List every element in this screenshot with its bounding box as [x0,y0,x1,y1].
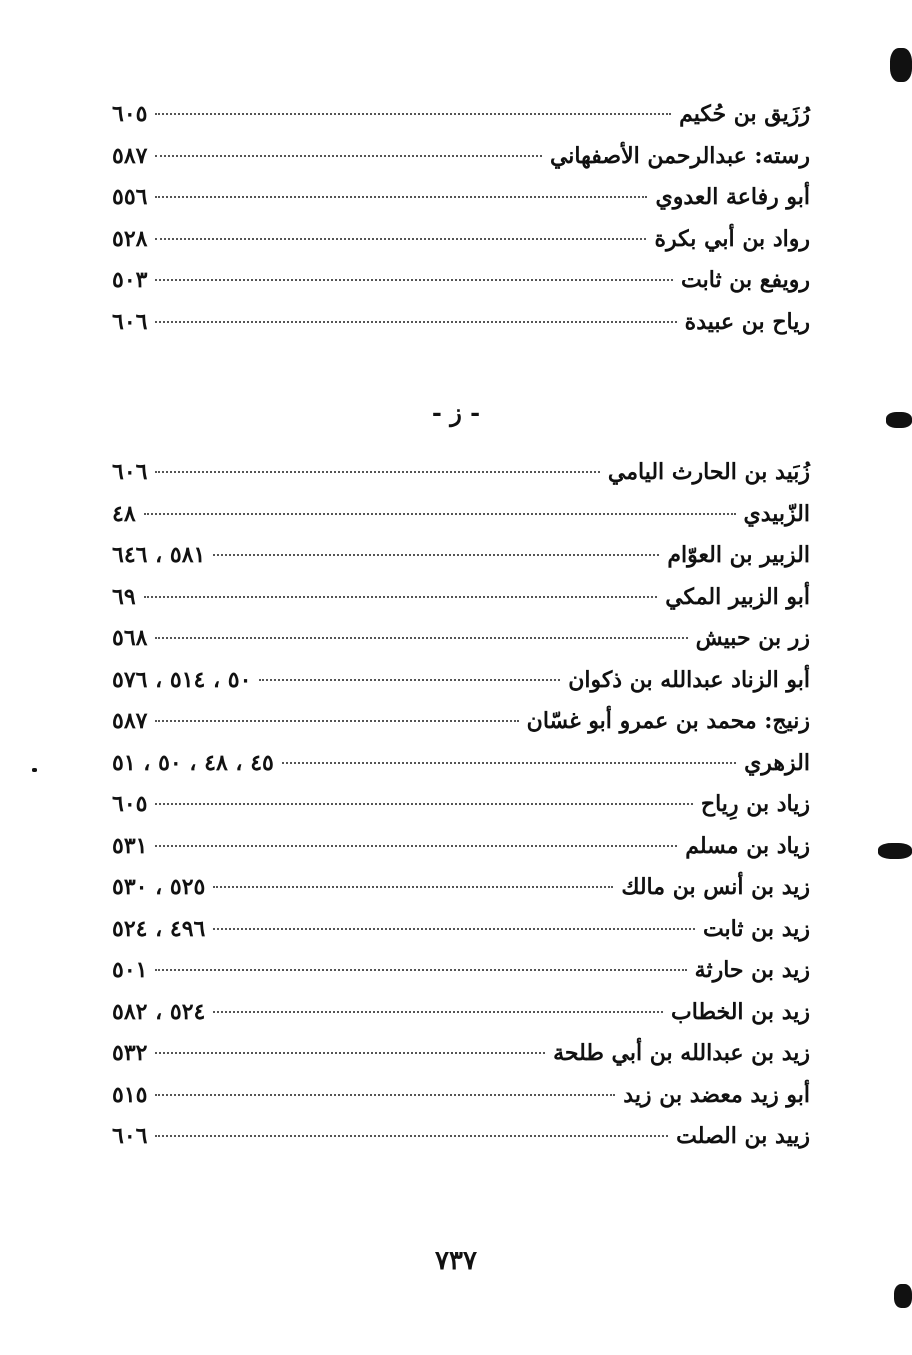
index-entry [112,743,810,785]
scan-speck [32,768,37,772]
dot-leader [155,113,671,115]
index-entry [112,950,810,992]
entry-name: أبو زيد معضد بن زيد [623,1081,810,1108]
index-entry [112,494,810,536]
index-entry [112,701,810,743]
entry-name: رسته: عبدالرحمن الأصفهاني [549,142,810,169]
entry-name: زُبَيد بن الحارث اليامي [607,459,810,485]
dot-leader [155,1052,545,1054]
dot-leader [155,1135,668,1137]
index-entry [112,909,810,951]
index-entry [112,136,810,178]
section-heading: - ز - [431,398,481,427]
index-entry [112,177,810,219]
index-entry [112,992,810,1034]
entry-pages: ٦٠٥ [112,791,148,817]
entry-pages: ٥٥٦ [112,184,148,210]
index-entry [112,1075,810,1117]
index-entry [112,660,810,702]
entry-pages: ٦٠٦ [112,459,148,485]
index-group-zay [112,452,810,1158]
index-entry [112,302,810,344]
dot-leader [155,637,687,639]
entry-name: أبو الزناد عبدالله بن ذكوان [568,666,810,693]
entry-name: زيد بن حارثة [694,957,810,983]
index-entry [112,867,810,909]
dot-leader [155,155,542,157]
entry-name: زياد بن مسلم [685,832,810,859]
entry-name: زياد بن رِياح [700,791,810,817]
dot-leader [259,679,560,681]
index-entry [112,1116,810,1158]
dot-leader [155,1094,615,1096]
entry-name: أبو رفاعة العدوي [655,184,810,210]
scan-edge-mark [894,1284,912,1308]
entry-pages: ٥٠٣ [112,267,148,293]
entry-name: زر بن حبيش [695,625,810,651]
entry-pages: ٦٠٦ [112,308,148,335]
entry-pages: ٥٠١ [112,957,148,983]
entry-name: أبو الزبير المكي [665,583,810,610]
dot-leader [155,279,673,281]
dot-leader [213,554,659,556]
entry-pages: ٥٢٥ ، ٥٣٠ [112,874,206,900]
index-entry [112,1033,810,1075]
index-entry [112,784,810,826]
entry-name: زيد بن ثابت [702,915,810,942]
entry-pages: ٥٣١ [112,832,148,859]
dot-leader [155,803,692,805]
entry-pages: ٥٨٧ [112,142,148,169]
entry-name: الزهري [744,749,810,776]
dot-leader [213,886,613,888]
entry-pages: ٥٦٨ [112,625,148,651]
dot-leader [155,720,518,722]
entry-name: رياح بن عبيدة [684,308,810,335]
entry-pages: ٥٠ ، ٥١٤ ، ٥٧٦ [112,666,252,693]
entry-pages: ٦٠٥ [112,101,148,127]
dot-leader [155,969,686,971]
dot-leader [155,238,646,240]
entry-name: رواد بن أبي بكرة [654,225,810,252]
entry-pages: ٤٩٦ ، ٥٢٤ [112,915,206,942]
index-entry [112,219,810,261]
dot-leader [155,845,677,847]
entry-pages: ٥٨٧ [112,708,148,734]
dot-leader [155,321,676,323]
dot-leader [155,471,599,473]
index-entry [112,618,810,660]
entry-pages: ٥٢٨ [112,225,148,252]
index-entry [112,94,810,136]
scan-edge-mark [878,843,912,859]
entry-pages: ٥٣٢ [112,1040,148,1066]
entry-name: رُزَيق بن حُكيم [679,101,810,127]
dot-leader [144,513,736,515]
scan-edge-mark [886,412,912,428]
index-group-ra [112,94,810,343]
dot-leader [213,1011,663,1013]
entry-name: زيد بن أنس بن مالك [621,874,810,900]
entry-name: زيد بن عبدالله بن أبي طلحة [553,1040,810,1066]
entry-pages: ٥٢٤ ، ٥٨٢ [112,998,206,1025]
page-number: ٧٣٧ [435,1246,477,1276]
entry-name: رويفع بن ثابت [681,267,810,293]
index-entry [112,826,810,868]
dot-leader [213,928,695,930]
entry-pages: ٦٠٦ [112,1123,148,1149]
entry-pages: ٦٩ [112,583,136,610]
entry-name: زييد بن الصلت [676,1123,810,1149]
entry-name: الزّبيدي [743,500,810,527]
entry-name: الزبير بن العوّام [667,542,810,568]
index-entry [112,535,810,577]
entry-pages: ٥١٥ [112,1081,148,1108]
entry-name: زنيج: محمد بن عمرو أبو غسّان [526,708,810,734]
dot-leader [282,762,736,764]
entry-name: زيد بن الخطاب [671,998,810,1025]
entry-pages: ٤٨ [112,500,136,527]
dot-leader [155,196,647,198]
scan-edge-mark [890,48,912,82]
index-entry [112,577,810,619]
entry-pages: ٤٥ ، ٤٨ ، ٥٠ ، ٥١ [112,749,274,776]
dot-leader [144,596,658,598]
index-entry [112,452,810,494]
entry-pages: ٥٨١ ، ٦٤٦ [112,542,206,568]
index-entry [112,260,810,302]
